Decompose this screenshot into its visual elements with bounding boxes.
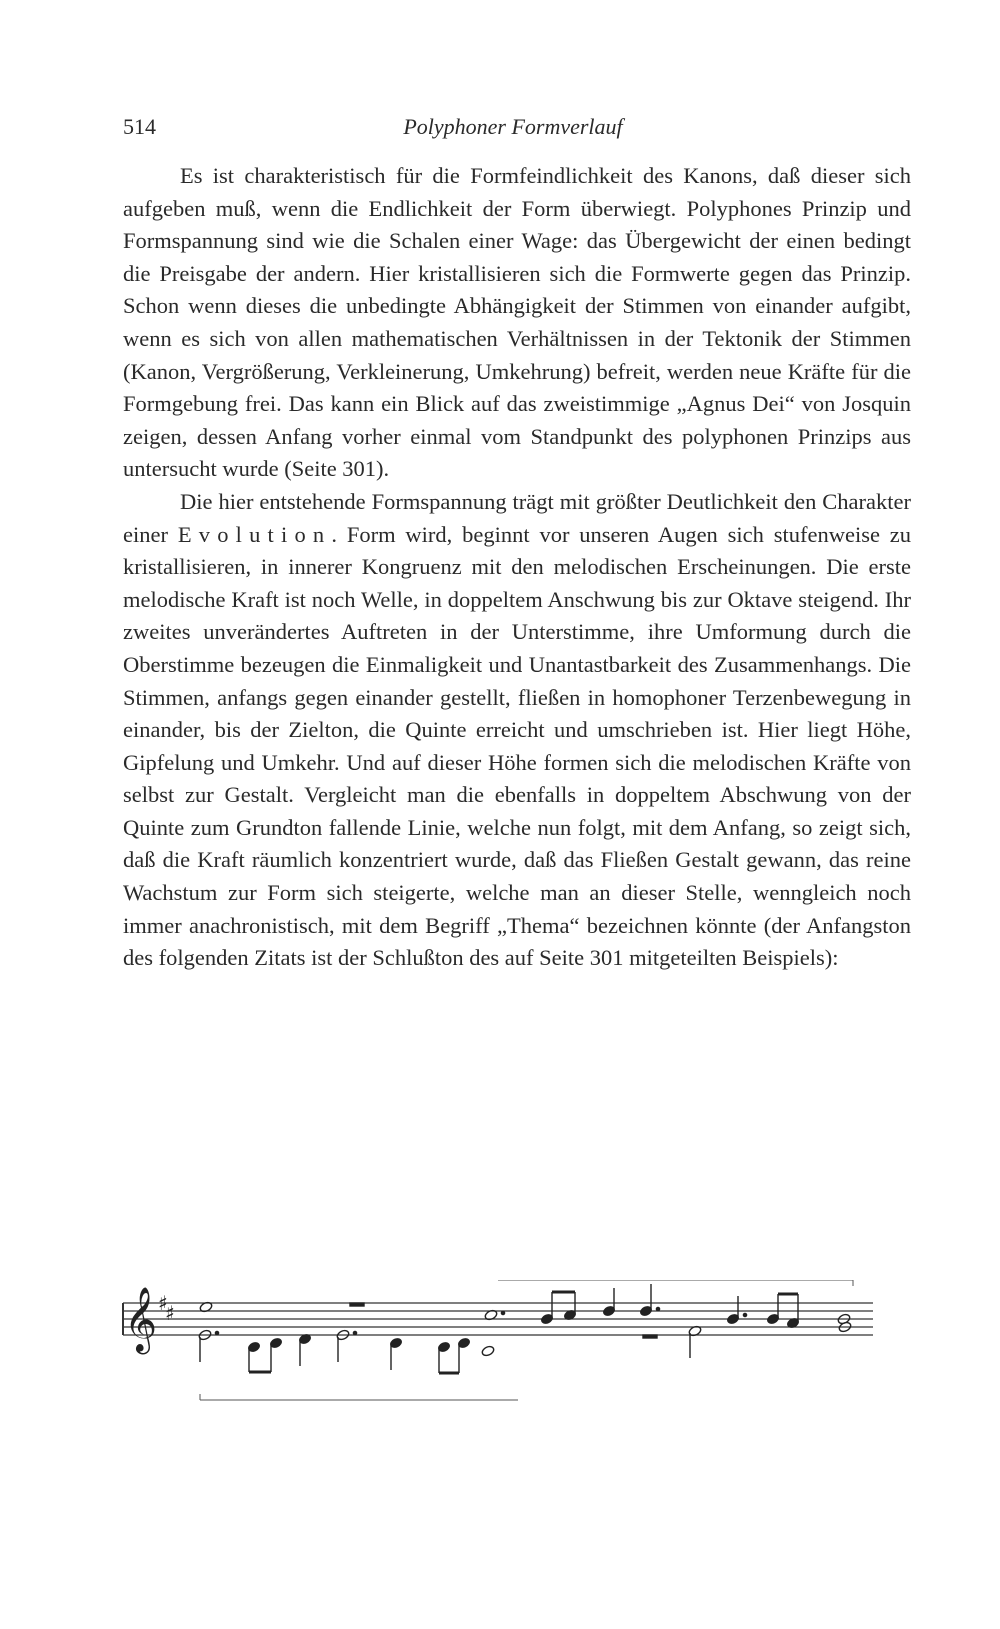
body-text [123, 160, 911, 975]
dot-icon [656, 1307, 659, 1310]
half-rest-icon [643, 1335, 657, 1338]
whole-rest-icon [350, 1303, 364, 1306]
lower-voice [198, 1321, 852, 1373]
whole-note-icon [481, 1345, 495, 1357]
page-header [123, 104, 903, 144]
paragraph-2-start: Die hier entstehende Formspannung trägt mit größter Deutlichkeit den Charakter einer [123, 488, 911, 547]
treble-clef-icon: 𝄞 [124, 1287, 158, 1352]
sharp-icon: ♯ [158, 1291, 168, 1315]
upper-voice [199, 1284, 851, 1329]
staff-lines [123, 1303, 873, 1335]
running-title: Polyphoner Formverlauf [403, 114, 623, 139]
emphasized-word: Evolution [177, 521, 332, 547]
dot-icon [743, 1313, 746, 1316]
dot-icon [353, 1331, 356, 1334]
dot-icon [501, 1311, 504, 1314]
paragraph-2 [123, 486, 911, 975]
page-number: 514 [123, 114, 156, 139]
paragraph-1: Es ist charakteristisch für die Formfeindlichkeit des Kanons, daß dieser sich aufgeben muß, wenn die Endlichkeit der Form überwiegt. Polyphones Prinzip und Formspannung sind wie die Schalen einer Wage: das Übergewicht der einen bedingt die Preisgabe der andern. Hier kristallisieren sich die Formwerte gegen das Prinzip. Schon wenn dieses die unbedingte Abhängigkeit der Stimmen von einander aufgibt, wenn es sich von allen mathematischen Verhältnissen in der Tektonik der Stimmen (Kanon, Vergrößerung, Verkleinerung, Umkehrung) befreit, werden neue Kräfte für die Formgebung frei. Das kann ein Blick auf das zweistimmige „Agnus Dei“ von Josquin zeigen, dessen Anfang vorher einmal vom Standpunkt des polyphonen Prinzips aus untersucht wurde (Seite 301). [123, 163, 911, 482]
sharp-icon: ♯ [165, 1301, 175, 1325]
paragraph-2-rest: . Form wird, beginnt vor unseren Augen sich stufenweise zu kristallisieren, in innerer Kongruenz mit den melodischen Erscheinungen. Die erste melodische Kraft ist noch Welle, in doppeltem Anschwung bis zur Oktave steigend. Ihr zweites unverändertes Auftreten in der Unterstimme, ihre Umformung durch die Oberstimme bezeugen die Einmaligkeit und Unantastbarkeit des Zusammenhangs. Die Stimmen, anfangs gegen einander gestellt, fließen in homophoner Terzenbewegung in einander, bis der Zielton, die Quinte erreicht und umschrieben ist. Hier liegt Höhe, Gipfelung und Umkehr. Und auf dieser Höhe formen sich die melodischen Kräfte von selbst zur Gestalt. Vergleicht man die ebenfalls in doppeltem Abschwung von der Quinte zum Grundton fallende Linie, welche nun folgt, mit dem Anfang, so zeigt sich, daß die Kraft räumlich konzentriert wurde, daß das Fließen Gestalt gewann, das reine Wachstum zur Form sich steigerte, welche man an dieser Stelle, wenngleich noch immer anachronistisch, mit dem Begriff „Thema“ bezeichnen könnte (der Anfangston des folgenden Zitats ist der Schlußton des auf Seite 301 mitgeteilten Beispiels): [123, 521, 912, 971]
dot-icon [215, 1331, 218, 1334]
music-example [118, 1280, 918, 1430]
